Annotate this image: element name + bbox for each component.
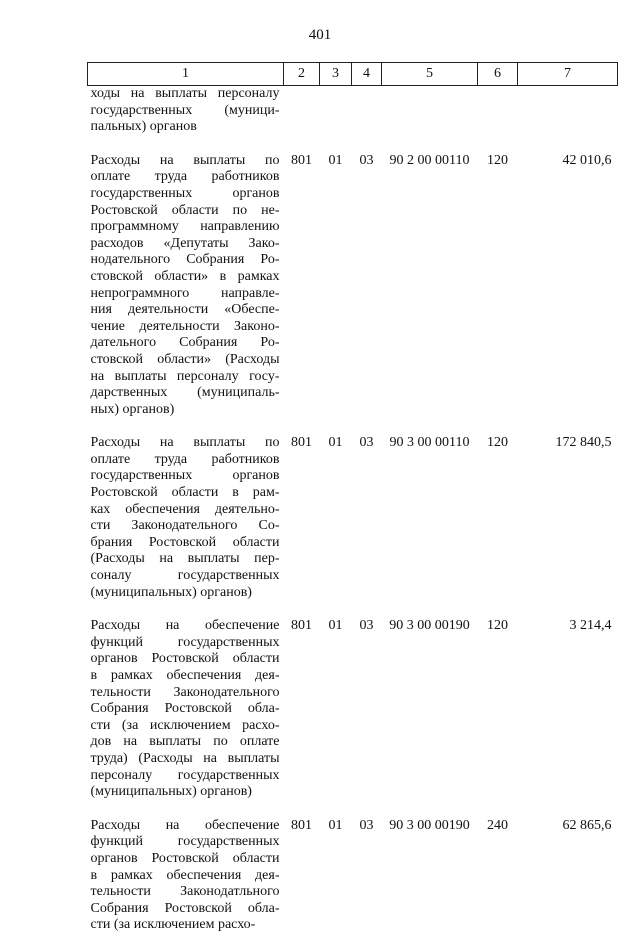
expense-type-code: 120 [487, 152, 508, 168]
description-line: оплате труда работников [90, 169, 280, 185]
description-line: функций государственных [90, 834, 280, 850]
ministry-code: 801 [291, 435, 312, 451]
amount [518, 86, 618, 153]
description-line: сти Законодательного Со- [90, 518, 280, 534]
description-line: государственных (муници- [90, 102, 280, 118]
ministry-code [284, 86, 320, 153]
target-article-code [382, 86, 478, 153]
description-line: дарственных (муниципаль- [90, 385, 280, 401]
table-row [88, 153, 618, 436]
description-line: программному направлению [90, 219, 280, 235]
description-line: тельности Законодатльного [90, 884, 280, 900]
row-description [88, 818, 284, 951]
amount: 172 840,5 [555, 435, 612, 451]
header-col-3: 3 [320, 63, 352, 86]
description-line: стовской области» (Расходы [90, 351, 280, 367]
description-line: расходов «Депутаты Зако- [90, 235, 280, 251]
section-code [320, 86, 352, 153]
row-description [88, 435, 284, 618]
description-line: нодательного Собрания Ро- [90, 252, 280, 268]
amount: 62 865,6 [562, 817, 612, 833]
section-code: 01 [328, 152, 343, 168]
row-description [88, 86, 284, 153]
description-line: непрограммного направле- [90, 285, 280, 301]
description-line: брания Ростовской области [90, 534, 280, 550]
description-line: Ростовской области по не- [90, 202, 280, 218]
page-number: 401 [308, 27, 332, 43]
ministry-code: 801 [291, 618, 312, 634]
description-line: тельности Законодательного [90, 684, 280, 700]
description-line: соналу государственных [90, 568, 280, 584]
expense-type-code: 120 [487, 435, 508, 451]
description-line: сти (за исключением расхо- [90, 717, 280, 733]
description-line: Расходы на обеспечение [90, 817, 280, 833]
description-line: дательного Собрания Ро- [90, 335, 280, 351]
description-line: органов Ростовской области [90, 651, 280, 667]
description-line: (муниципальных) органов) [90, 784, 252, 800]
description-line: (муниципальных) органов) [90, 584, 252, 600]
expense-type-code: 240 [487, 817, 508, 833]
section-code: 01 [328, 817, 343, 833]
header-col-5: 5 [382, 63, 478, 86]
row-description [88, 153, 284, 436]
subsection-code: 03 [359, 817, 374, 833]
description-line: сти (за исключением расхо- [90, 917, 256, 933]
header-col-1: 1 [88, 63, 284, 86]
subsection-code: 03 [359, 152, 374, 168]
table-header-row [88, 63, 618, 86]
description-line: органов Ростовской области [90, 850, 280, 866]
row-description [88, 618, 284, 818]
description-line: труда) (Расходы на выплаты [90, 750, 280, 766]
description-line: государственных органов [90, 468, 280, 484]
amount: 42 010,6 [562, 152, 612, 168]
budget-table-grid [87, 62, 618, 951]
expense-type-code [478, 86, 518, 153]
budget-table [87, 62, 617, 951]
table-row [88, 618, 618, 818]
description-line: в рамках обеспечения дея- [90, 867, 280, 883]
description-line: чение деятельности Законо- [90, 318, 280, 334]
target-article-code: 90 3 00 00190 [389, 817, 470, 833]
subsection-code [352, 86, 382, 153]
description-line: Ростовской области в рам- [90, 485, 280, 501]
description-line: персоналу государственных [90, 767, 280, 783]
description-line: дов на выплаты по оплате [90, 734, 280, 750]
header-col-7: 7 [518, 63, 618, 86]
ministry-code: 801 [291, 152, 312, 168]
description-line: пальных) органов [90, 119, 197, 135]
description-line: ках обеспечения деятельно- [90, 501, 280, 517]
description-line: Расходы на выплаты по [90, 152, 280, 168]
subsection-code: 03 [359, 618, 374, 634]
description-line: Собрания Ростовской обла- [90, 701, 280, 717]
target-article-code: 90 3 00 00110 [389, 435, 470, 451]
description-line: функций государственных [90, 634, 280, 650]
header-col-2: 2 [284, 63, 320, 86]
header-col-6: 6 [478, 63, 518, 86]
header-col-4: 4 [352, 63, 382, 86]
description-line: на выплаты персоналу госу- [90, 368, 280, 384]
target-article-code: 90 3 00 00190 [389, 618, 470, 634]
subsection-code: 03 [359, 435, 374, 451]
description-line: оплате труда работников [90, 451, 280, 467]
section-code: 01 [328, 435, 343, 451]
target-article-code: 90 2 00 00110 [389, 152, 470, 168]
description-line: Расходы на обеспечение [90, 618, 280, 634]
ministry-code: 801 [291, 817, 312, 833]
table-row [88, 435, 618, 618]
description-line: ния деятельности «Обеспе- [90, 302, 280, 318]
table-row [88, 86, 618, 153]
description-line: стовской области» в рамках [90, 268, 280, 284]
section-code: 01 [328, 618, 343, 634]
description-line: ходы на выплаты персоналу [90, 86, 280, 101]
description-line: Расходы на выплаты по [90, 435, 280, 451]
table-row [88, 818, 618, 951]
amount: 3 214,4 [569, 618, 612, 634]
description-line: государственных органов [90, 185, 280, 201]
description-line: в рамках обеспечения дея- [90, 668, 280, 683]
description-line: (Расходы на выплаты пер- [90, 551, 280, 567]
description-line: Собрания Ростовской обла- [90, 900, 280, 916]
expense-type-code: 120 [487, 618, 508, 634]
description-line: ных) органов) [90, 401, 175, 417]
